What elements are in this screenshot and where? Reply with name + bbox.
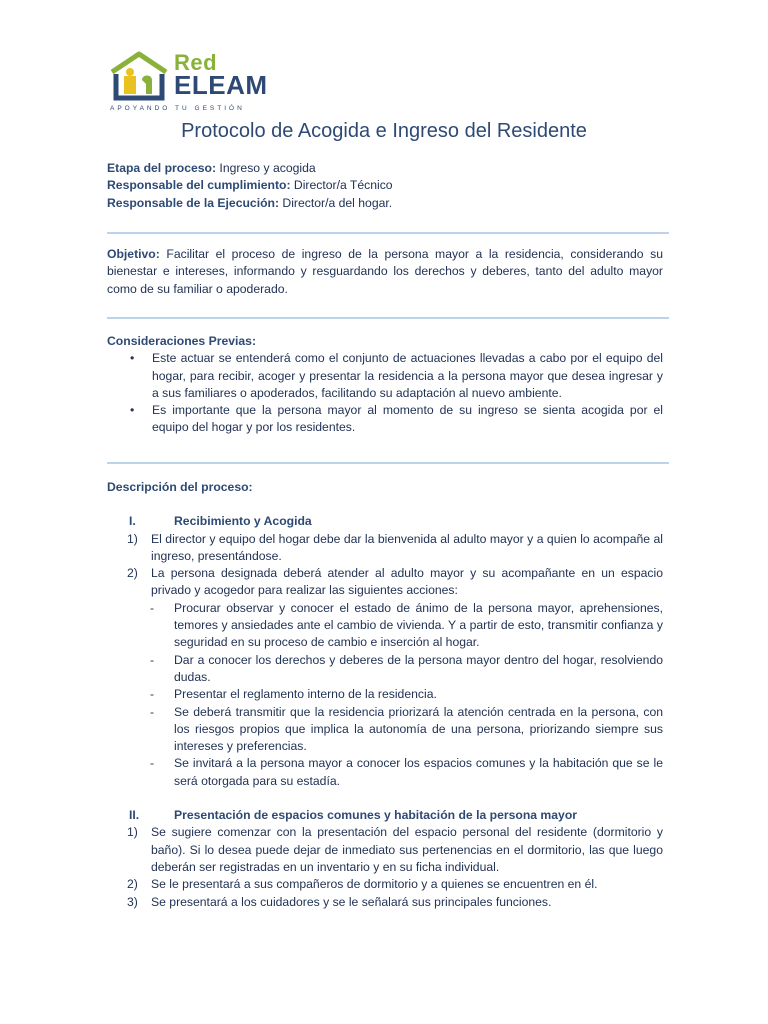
objetivo-label: Objetivo:: [107, 247, 160, 261]
meta-value: Director/a Técnico: [290, 178, 393, 193]
item-text: La persona designada deberá atender al adulto mayor y su acompañante en un espacio privado y acogedor para realizar las siguientes acciones:: [151, 566, 663, 598]
section-divider: [107, 317, 669, 319]
meta-value: Ingreso y acogida: [216, 161, 316, 175]
bullet-item: [107, 402, 663, 437]
consideraciones-heading: Consideraciones Previas:: [107, 334, 257, 348]
objetivo-paragraph: [107, 246, 663, 298]
descripcion-section: [107, 479, 663, 911]
item-number: 2): [127, 566, 138, 581]
numbered-item: [107, 894, 663, 911]
bullet-dot: •: [130, 403, 135, 418]
dash-text: Procurar observar y conocer el estado de ánimo de la persona mayor, aprehensiones, temores y ansiedades ante el cambio de vivienda. Y a partir de esto, transmitir confianza y seguridad en su proceso de cambio e inserción al hogar.: [174, 600, 663, 650]
numbered-item: [107, 531, 663, 566]
dash-marker: -: [150, 756, 155, 771]
numbered-item: [107, 565, 663, 600]
item-number: 1): [127, 531, 138, 546]
roman-numeral: II.: [129, 808, 140, 823]
numbered-item: [107, 824, 663, 876]
item-number: 3): [127, 894, 138, 909]
dash-text: Dar a conocer los derechos y deberes de la persona mayor dentro del hogar, resolviendo dudas.: [174, 652, 663, 684]
document-title: Protocolo de Acogida e Ingreso del Residente: [181, 120, 587, 142]
bullet-item: [107, 350, 663, 402]
dash-marker: -: [150, 600, 155, 615]
objetivo-text: Facilitar el proceso de ingreso de la persona mayor a la residencia, considerando su bienestar e intereses, informando y resguardando los derechos y deberes, tanto del adulto mayor como de su familiar o apoderado.: [107, 247, 663, 296]
logo-eleam-text: ELEAM: [174, 70, 268, 100]
bullet-text: Este actuar se entenderá como el conjunto de actuaciones llevadas a cabo por el equipo del hogar, para recibir, acoger y presentar la residencia a la persona mayor que desea ingresar y a sus familiares o apoderados, facilitando su adaptación al nuevo ambiente.: [152, 351, 663, 400]
section-heading-1: [107, 513, 663, 530]
house-logo-icon: [108, 50, 170, 102]
dash-item: [107, 600, 663, 652]
dash-text: Presentar el reglamento interno de la residencia.: [174, 687, 437, 702]
descripcion-heading: Descripción del proceso:: [107, 480, 253, 494]
meta-responsable-ejecucion: [107, 195, 393, 212]
numbered-item: [107, 876, 663, 893]
item-number: 1): [127, 825, 138, 840]
dash-item: [107, 686, 663, 703]
meta-label: Responsable de la Ejecución:: [107, 195, 280, 210]
logo-tagline: APOYANDO TU GESTIÓN: [110, 105, 245, 112]
consideraciones-section: [107, 333, 663, 437]
section-divider: [107, 232, 669, 234]
meta-value: Director/a del hogar.: [279, 195, 393, 210]
bullet-dot: •: [130, 351, 135, 366]
dash-text: Se deberá transmitir que la residencia priorizará la atención centrada en la persona, con los riesgos propios que implica la autonomía de una persona, priorizando siempre sus intereses y preferencias.: [174, 704, 663, 754]
dash-item: [107, 652, 663, 687]
bullet-text: Es importante que la persona mayor al momento de su ingreso se sienta acogida por el equipo del hogar y por los residentes.: [152, 403, 663, 435]
dash-marker: -: [150, 704, 155, 719]
dash-item: [107, 755, 663, 790]
section-title: Presentación de espacios comunes y habitación de la persona mayor: [174, 808, 578, 823]
section-heading-2: [107, 807, 663, 824]
meta-label: Responsable del cumplimiento:: [107, 178, 291, 193]
meta-etapa: [107, 160, 393, 177]
section-divider: [107, 462, 669, 464]
meta-responsable-cumplimiento: [107, 177, 393, 194]
item-text: Se sugiere comenzar con la presentación del espacio personal del residente (dormitorio y baño). Si lo desea puede dejar de inmediato sus pertenencias en el dormitorio, las que luego deberán ser registradas en un inventario y en su ficha individual.: [151, 825, 663, 874]
red-eleam-logo: [108, 50, 268, 120]
section-title: Recibimiento y Acogida: [174, 514, 312, 529]
dash-marker: -: [150, 652, 155, 667]
dash-text: Se invitará a la persona mayor a conocer los espacios comunes y la habitación que se le será otorgada para su estadía.: [174, 756, 663, 788]
dash-marker: -: [150, 687, 155, 702]
item-text: Se le presentará a sus compañeros de dormitorio y a quienes se encuentren en él.: [151, 877, 598, 892]
dash-item: [107, 704, 663, 756]
roman-numeral: I.: [129, 514, 136, 529]
item-number: 2): [127, 877, 138, 892]
process-meta: [107, 160, 393, 212]
item-text: Se presentará a los cuidadores y se le señalará sus principales funciones.: [151, 894, 552, 909]
logo-red-text: Red: [174, 50, 218, 75]
meta-label: Etapa del proceso:: [107, 161, 217, 175]
item-text: El director y equipo del hogar debe dar la bienvenida al adulto mayor y a quien lo acompañe al ingreso, presentándose.: [151, 531, 663, 563]
